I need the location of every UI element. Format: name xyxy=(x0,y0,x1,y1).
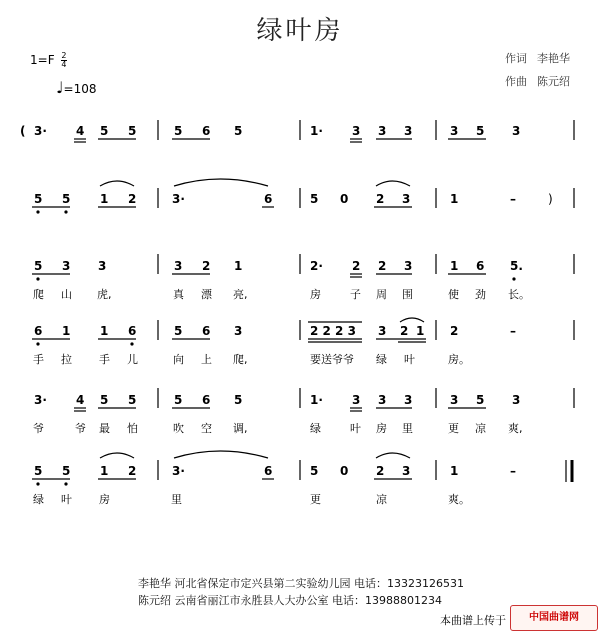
lyric-char: 劲 xyxy=(475,288,486,301)
svg-text:5: 5 xyxy=(128,393,137,407)
footer-contact-2: 陈元绍 云南省丽江市永胜县人大办公室 电话：13988801234 xyxy=(138,594,442,607)
svg-text:3: 3 xyxy=(450,393,459,407)
time-top: 2 xyxy=(61,51,67,60)
svg-text:3: 3 xyxy=(378,393,387,407)
svg-text:3: 3 xyxy=(234,324,243,338)
lyric-char: 凉 xyxy=(376,493,387,506)
svg-text:3: 3 xyxy=(404,124,413,138)
svg-text:5: 5 xyxy=(100,393,109,407)
lyric-char: 最 xyxy=(99,422,110,435)
lyric-char: 里 xyxy=(402,422,413,435)
svg-text:2: 2 xyxy=(202,259,211,273)
lyric-char: 更 xyxy=(448,422,459,435)
svg-text:1: 1 xyxy=(234,259,243,273)
svg-text:6: 6 xyxy=(264,464,273,478)
svg-text:–: – xyxy=(510,464,516,478)
svg-text:2: 2 xyxy=(376,464,385,478)
svg-text:3·: 3· xyxy=(172,464,185,478)
lyric-char: 爷 xyxy=(33,422,44,435)
lyric-line xyxy=(0,351,600,367)
lyric-char: 爷 xyxy=(75,422,86,435)
svg-text:1: 1 xyxy=(416,324,425,338)
svg-text:5: 5 xyxy=(234,393,243,407)
tempo-value: =108 xyxy=(63,82,97,96)
lyric-char: 里 xyxy=(171,493,182,506)
lyric-line xyxy=(0,491,600,507)
svg-text:5: 5 xyxy=(234,124,243,138)
lyric-char: 爬, xyxy=(233,353,248,366)
svg-text:3: 3 xyxy=(62,259,71,273)
lyric-char: 房 xyxy=(376,422,387,435)
svg-text:6: 6 xyxy=(128,324,137,338)
svg-text:3·: 3· xyxy=(172,192,185,206)
svg-text:3: 3 xyxy=(512,393,521,407)
lyric-char: 爬 xyxy=(33,288,44,301)
svg-text:6: 6 xyxy=(264,192,273,206)
lyric-char: 围 xyxy=(402,288,413,301)
svg-text:6: 6 xyxy=(202,124,211,138)
composer-role: 作曲 xyxy=(505,75,527,88)
svg-text:5: 5 xyxy=(310,464,319,478)
svg-text:3: 3 xyxy=(378,324,387,338)
svg-text:5: 5 xyxy=(476,124,485,138)
lyric-char: 周 xyxy=(376,288,387,301)
svg-text:5.: 5. xyxy=(510,259,523,273)
lyric-char: 房。 xyxy=(448,353,470,366)
lyric-char: 儿 xyxy=(127,353,138,366)
lyric-char: 绿 xyxy=(33,493,44,506)
svg-text:3: 3 xyxy=(352,124,361,138)
svg-text:1: 1 xyxy=(100,324,109,338)
svg-text:5: 5 xyxy=(34,192,43,206)
composer-name: 陈元绍 xyxy=(537,75,570,88)
lyric-char: 爽, xyxy=(508,422,523,435)
lyric-char: 凉 xyxy=(475,422,486,435)
svg-text:6: 6 xyxy=(34,324,43,338)
lyric-line xyxy=(0,286,600,302)
footer-contact-1: 李艳华 河北省保定市定兴县第二实验幼儿园 电话：13323126531 xyxy=(138,577,464,590)
svg-text:5: 5 xyxy=(62,464,71,478)
lyric-char: 吹 xyxy=(173,422,184,435)
svg-text:3: 3 xyxy=(98,259,107,273)
svg-text:3: 3 xyxy=(174,259,183,273)
svg-text:5: 5 xyxy=(100,124,109,138)
svg-text:(: ( xyxy=(20,124,26,138)
lyric-char: 向 xyxy=(173,353,184,366)
lyric-char: 上 xyxy=(201,353,212,366)
svg-text:1: 1 xyxy=(100,464,109,478)
svg-text:0: 0 xyxy=(340,464,349,478)
lyric-char: 手 xyxy=(99,353,110,366)
key-label: 1=F xyxy=(30,53,55,67)
lyric-char: 漂 xyxy=(201,288,212,301)
svg-text:5: 5 xyxy=(174,393,183,407)
lyric-char: 绿 xyxy=(310,422,321,435)
upload-note: 本曲谱上传于 xyxy=(440,614,506,627)
lyric-char: 山 xyxy=(61,288,72,301)
site-logo[interactable]: 中国曲谱网 xyxy=(510,605,598,631)
lyric-char: 子 xyxy=(350,288,361,301)
quarter-note-icon: ♩ xyxy=(56,78,64,97)
svg-text:3·: 3· xyxy=(34,393,47,407)
svg-text:1·: 1· xyxy=(310,124,323,138)
svg-text:2: 2 xyxy=(376,192,385,206)
lyric-char: 空 xyxy=(201,422,212,435)
svg-text:6: 6 xyxy=(202,324,211,338)
svg-text:5: 5 xyxy=(62,192,71,206)
svg-text:0: 0 xyxy=(340,192,349,206)
lyricist-name: 李艳华 xyxy=(537,52,570,65)
svg-text:1: 1 xyxy=(450,192,459,206)
lyric-char: 亮, xyxy=(233,288,248,301)
svg-text:–: – xyxy=(510,192,516,206)
lyric-char: 要送爷爷 xyxy=(310,353,354,366)
svg-text:3: 3 xyxy=(402,192,411,206)
svg-text:3: 3 xyxy=(352,393,361,407)
lyric-char: 虎, xyxy=(97,288,112,301)
svg-text:3: 3 xyxy=(512,124,521,138)
lyric-char: 爽。 xyxy=(448,493,470,506)
lyric-char: 绿 xyxy=(376,353,387,366)
svg-text:–: – xyxy=(510,324,516,338)
svg-text:1: 1 xyxy=(450,259,459,273)
svg-text:1·: 1· xyxy=(310,393,323,407)
lyric-char: 叶 xyxy=(61,493,72,506)
lyric-char: 房 xyxy=(99,493,110,506)
svg-text:5: 5 xyxy=(310,192,319,206)
svg-text:2: 2 xyxy=(378,259,387,273)
lyricist-role: 作词 xyxy=(505,52,527,65)
svg-text:5: 5 xyxy=(128,124,137,138)
lyric-char: 真 xyxy=(173,288,184,301)
svg-text:3: 3 xyxy=(404,393,413,407)
svg-text:5: 5 xyxy=(476,393,485,407)
svg-text:1: 1 xyxy=(100,192,109,206)
svg-text:2: 2 xyxy=(128,192,137,206)
svg-text:3: 3 xyxy=(404,259,413,273)
svg-text:): ) xyxy=(548,192,553,206)
svg-text:1: 1 xyxy=(62,324,71,338)
lyric-char: 长。 xyxy=(508,288,530,301)
svg-text:4: 4 xyxy=(76,393,85,407)
time-bottom: 4 xyxy=(61,60,67,69)
page-title: 绿叶房 xyxy=(256,16,344,46)
svg-text:6: 6 xyxy=(476,259,485,273)
svg-text:6: 6 xyxy=(202,393,211,407)
svg-text:2·: 2· xyxy=(310,259,323,273)
svg-text:4: 4 xyxy=(76,124,85,138)
svg-text:3: 3 xyxy=(378,124,387,138)
lyric-char: 手 xyxy=(33,353,44,366)
svg-text:5: 5 xyxy=(174,324,183,338)
lyric-char: 更 xyxy=(310,493,321,506)
lyric-char: 怕 xyxy=(127,422,138,435)
svg-text:2 2 2 3: 2 2 2 3 xyxy=(310,324,356,338)
svg-text:2: 2 xyxy=(450,324,459,338)
lyric-char: 房 xyxy=(310,288,321,301)
lyric-line xyxy=(0,420,600,436)
svg-text:2: 2 xyxy=(128,464,137,478)
svg-text:3: 3 xyxy=(450,124,459,138)
svg-text:1: 1 xyxy=(450,464,459,478)
lyric-char: 调, xyxy=(233,422,248,435)
svg-text:5: 5 xyxy=(34,259,43,273)
svg-text:5: 5 xyxy=(34,464,43,478)
svg-text:2: 2 xyxy=(352,259,361,273)
lyric-char: 拉 xyxy=(61,353,72,366)
lyric-char: 叶 xyxy=(350,422,361,435)
lyric-char: 叶 xyxy=(404,353,415,366)
svg-text:5: 5 xyxy=(174,124,183,138)
svg-text:2: 2 xyxy=(400,324,409,338)
svg-text:3: 3 xyxy=(402,464,411,478)
lyric-char: 使 xyxy=(448,288,459,301)
svg-text:3·: 3· xyxy=(34,124,47,138)
